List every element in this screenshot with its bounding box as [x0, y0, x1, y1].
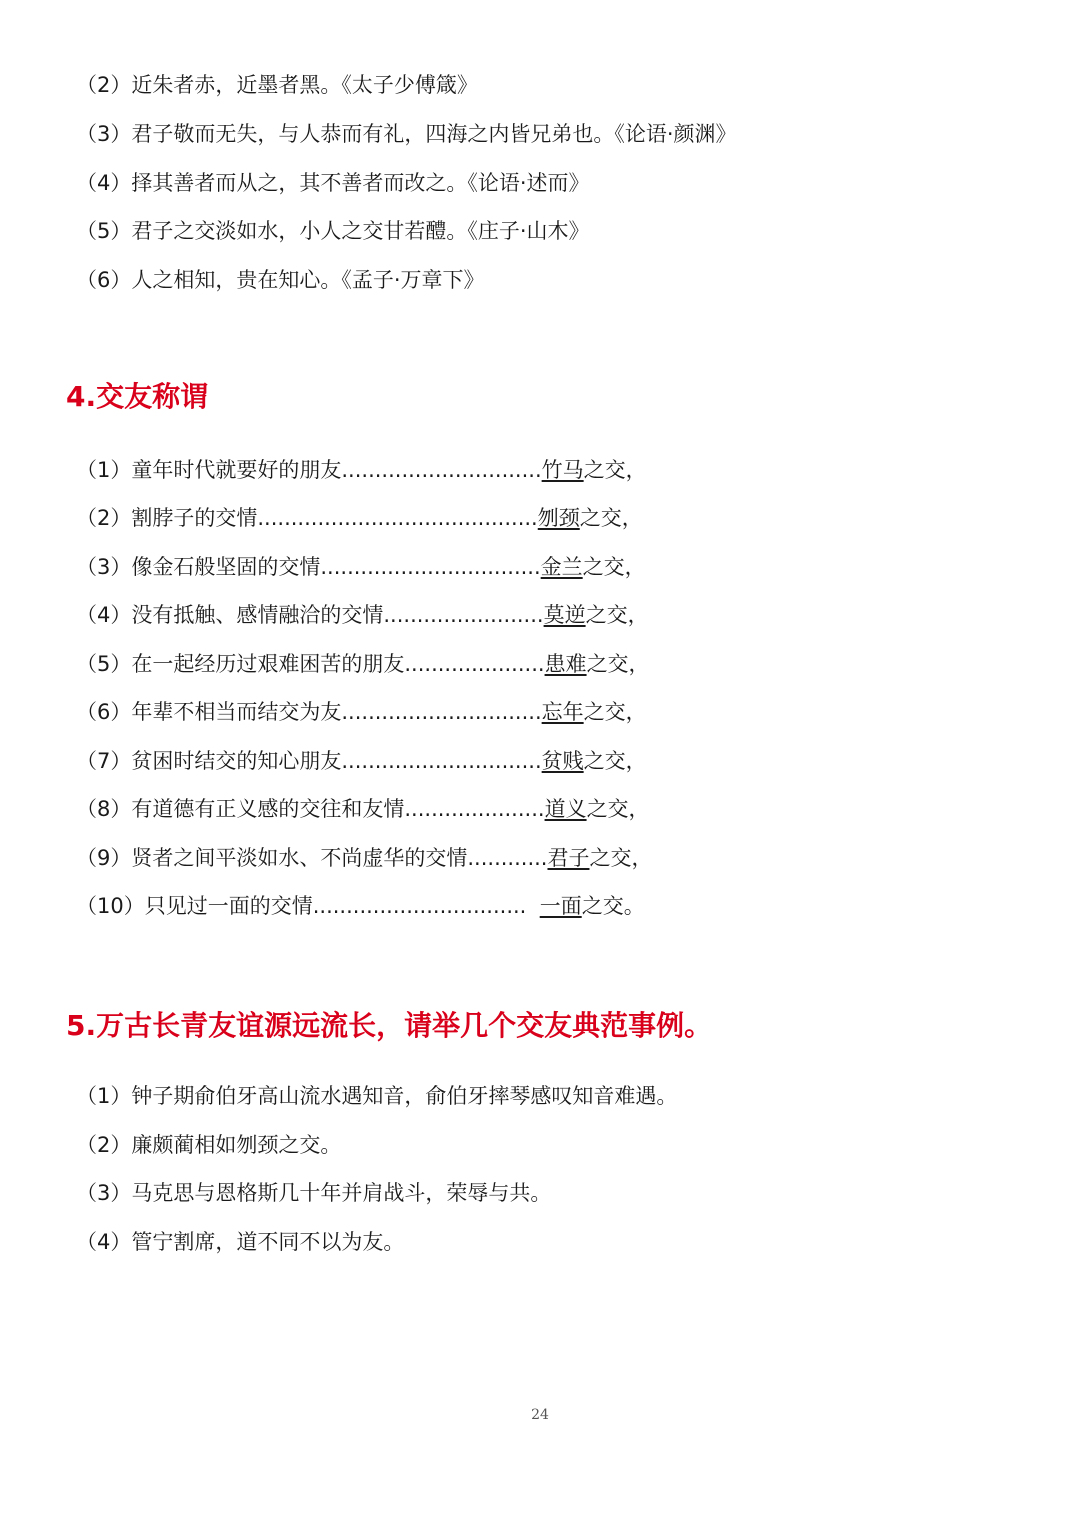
term-item: [76, 794, 650, 824]
term-item: [76, 600, 649, 630]
term-suffix: 之交，: [589, 846, 653, 870]
term-item: [76, 891, 645, 921]
item-number: （1）: [76, 1084, 132, 1108]
leader-dots: ................................: [312, 894, 540, 918]
leader-dots: ........................: [383, 603, 544, 627]
example-text: 马克思与恩格斯几十年并肩战斗，荣辱与共。: [131, 1181, 552, 1205]
leader-dots: .................................: [320, 555, 541, 579]
term-answer: 道义: [544, 797, 587, 821]
example-text: 廉颇蔺相如刎颈之交。: [131, 1133, 342, 1157]
term-suffix: 之交，: [586, 797, 650, 821]
quote-text: 君子敬而无失，与人恭而有礼，四海之内皆兄弟也。《论语·颜渊》: [131, 122, 737, 146]
term-description: 童年时代就要好的朋友: [131, 458, 342, 482]
term-suffix: 之交，: [583, 700, 647, 724]
term-description: 年辈不相当而结交为友: [131, 700, 342, 724]
term-description: 贫困时结交的知心朋友: [131, 749, 342, 773]
leader-dots: ..........................................: [257, 506, 538, 530]
section-5-heading: 5.万古长青友谊源远流长，请举几个交友典范事例。: [66, 1009, 713, 1042]
item-number: （10）: [76, 894, 145, 918]
leader-dots: ..............................: [341, 749, 542, 773]
item-number: （4）: [76, 171, 132, 195]
item-number: （6）: [76, 700, 132, 724]
item-number: （2）: [76, 1133, 132, 1157]
term-item: [76, 697, 647, 727]
quote-item: [76, 216, 590, 246]
term-description: 割脖子的交情: [131, 506, 258, 530]
leader-dots: ..............................: [341, 700, 542, 724]
quote-text: 君子之交淡如水，小人之交甘若醴。《庄子·山木》: [131, 219, 590, 243]
quote-item: [76, 168, 590, 198]
term-description: 没有抵触、感情融洽的交情: [131, 603, 384, 627]
quote-item: [76, 265, 485, 295]
term-item: [76, 503, 643, 533]
item-number: （4）: [76, 1230, 132, 1254]
example-item: [76, 1227, 404, 1257]
term-answer: 金兰: [540, 555, 583, 579]
quote-item: [76, 119, 737, 149]
term-description: 贤者之间平淡如水、不尚虚华的交情: [131, 846, 468, 870]
term-description: 只见过一面的交情: [144, 894, 313, 918]
term-item: [76, 455, 647, 485]
quote-item: [76, 70, 478, 100]
item-number: （3）: [76, 1181, 132, 1205]
term-answer: 君子: [547, 846, 590, 870]
term-answer: 莫逆: [543, 603, 586, 627]
term-answer: 竹马: [541, 458, 584, 482]
term-suffix: 之交，: [583, 458, 647, 482]
example-text: 钟子期俞伯牙高山流水遇知音，俞伯牙摔琴感叹知音难遇。: [131, 1084, 678, 1108]
term-suffix: 之交。: [581, 894, 645, 918]
quote-text: 近朱者赤，近墨者黑。《太子少傅箴》: [131, 73, 478, 97]
leader-dots: .....................: [404, 652, 545, 676]
quote-text: 人之相知，贵在知心。《孟子·万章下》: [131, 268, 485, 292]
item-number: （7）: [76, 749, 132, 773]
term-answer: 患难: [544, 652, 587, 676]
item-number: （6）: [76, 268, 132, 292]
term-answer: 忘年: [541, 700, 584, 724]
term-item: [76, 649, 650, 679]
term-item: [76, 552, 646, 582]
item-number: （5）: [76, 652, 132, 676]
item-number: （3）: [76, 122, 132, 146]
example-item: [76, 1081, 677, 1111]
term-item: [76, 843, 652, 873]
item-number: （2）: [76, 506, 132, 530]
term-answer: 刎颈: [537, 506, 580, 530]
term-description: 有道德有正义感的交往和友情: [131, 797, 405, 821]
item-number: （5）: [76, 219, 132, 243]
item-number: （4）: [76, 603, 132, 627]
term-suffix: 之交，: [579, 506, 643, 530]
term-description: 像金石般坚固的交情: [131, 555, 321, 579]
term-suffix: 之交，: [582, 555, 646, 579]
item-number: （3）: [76, 555, 132, 579]
section-4-heading: 4.交友称谓: [66, 380, 209, 413]
item-number: （8）: [76, 797, 132, 821]
example-item: [76, 1178, 551, 1208]
item-number: （9）: [76, 846, 132, 870]
term-item: [76, 746, 647, 776]
leader-dots: ............: [467, 846, 548, 870]
leader-dots: .....................: [404, 797, 545, 821]
item-number: （2）: [76, 73, 132, 97]
term-suffix: 之交，: [586, 652, 650, 676]
term-description: 在一起经历过艰难困苦的朋友: [131, 652, 405, 676]
example-text: 管宁割席，道不同不以为友。: [131, 1230, 405, 1254]
item-number: （1）: [76, 458, 132, 482]
page-number: 24: [531, 1407, 549, 1423]
term-suffix: 之交，: [585, 603, 649, 627]
term-suffix: 之交，: [583, 749, 647, 773]
term-answer: 一面: [539, 894, 582, 918]
term-answer: 贫贱: [541, 749, 584, 773]
leader-dots: ..............................: [341, 458, 542, 482]
quote-text: 择其善者而从之，其不善者而改之。《论语·述而》: [131, 171, 590, 195]
example-item: [76, 1130, 341, 1160]
